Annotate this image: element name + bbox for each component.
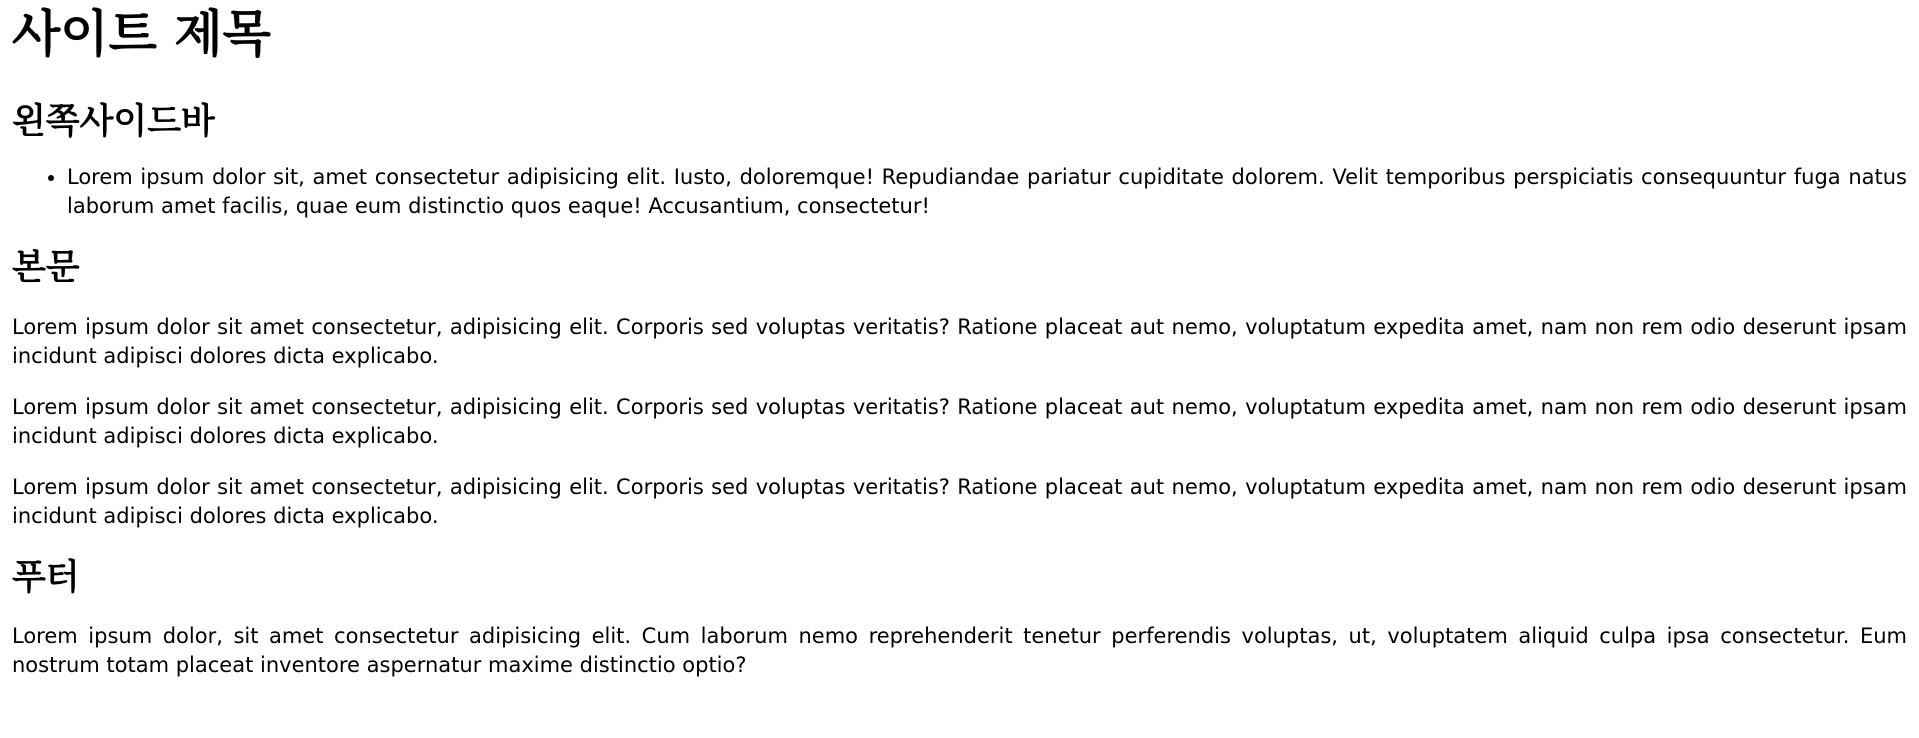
main-paragraph: Lorem ipsum dolor sit amet consectetur, adipisicing elit. Corporis sed voluptas veritatis? Ratione placeat aut nemo, voluptatum expedita amet, nam non rem odio deserunt ipsam incidunt adipisci dolores dicta explicabo. (12, 395, 1907, 448)
main-content (12, 247, 1907, 531)
footer-paragraph: Lorem ipsum dolor, sit amet consectetur adipisicing elit. Cum laborum nemo reprehenderit tenetur perferendis voluptas, ut, voluptatem aliquid culpa ipsa consectetur. Eum nostrum totam placeat inventore aspernatur maxime distinctio optio? (12, 624, 1907, 677)
main-paragraph: Lorem ipsum dolor sit amet consectetur, adipisicing elit. Corporis sed voluptas veritatis? Ratione placeat aut nemo, voluptatum expedita amet, nam non rem odio deserunt ipsam incidunt adipisci dolores dicta explicabo. (12, 475, 1907, 528)
main-paragraph: Lorem ipsum dolor sit amet consectetur, adipisicing elit. Corporis sed voluptas veritatis? Ratione placeat aut nemo, voluptatum expedita amet, nam non rem odio deserunt ipsam incidunt adipisci dolores dicta explicabo. (12, 315, 1907, 368)
sidebar-list (12, 163, 1907, 221)
left-sidebar (12, 101, 1907, 221)
sidebar-list-item: • Lorem ipsum dolor sit, amet consectetur adipisicing elit. Iusto, doloremque! Repudiandae pariatur cupiditate dolorem. Velit temporibus perspiciatis consequuntur fuga natus laborum amet facilis, quae eum distinctio quos eaque! Accusantium, consectetur! (67, 163, 1907, 221)
footer (12, 557, 1907, 680)
page (12, 0, 1907, 680)
footer-heading: 푸터 (12, 558, 80, 598)
sidebar-heading: 왼쪽사이드바 (12, 102, 215, 142)
site-title: 사이트 제목 (12, 5, 271, 63)
main-heading: 본문 (12, 248, 80, 288)
